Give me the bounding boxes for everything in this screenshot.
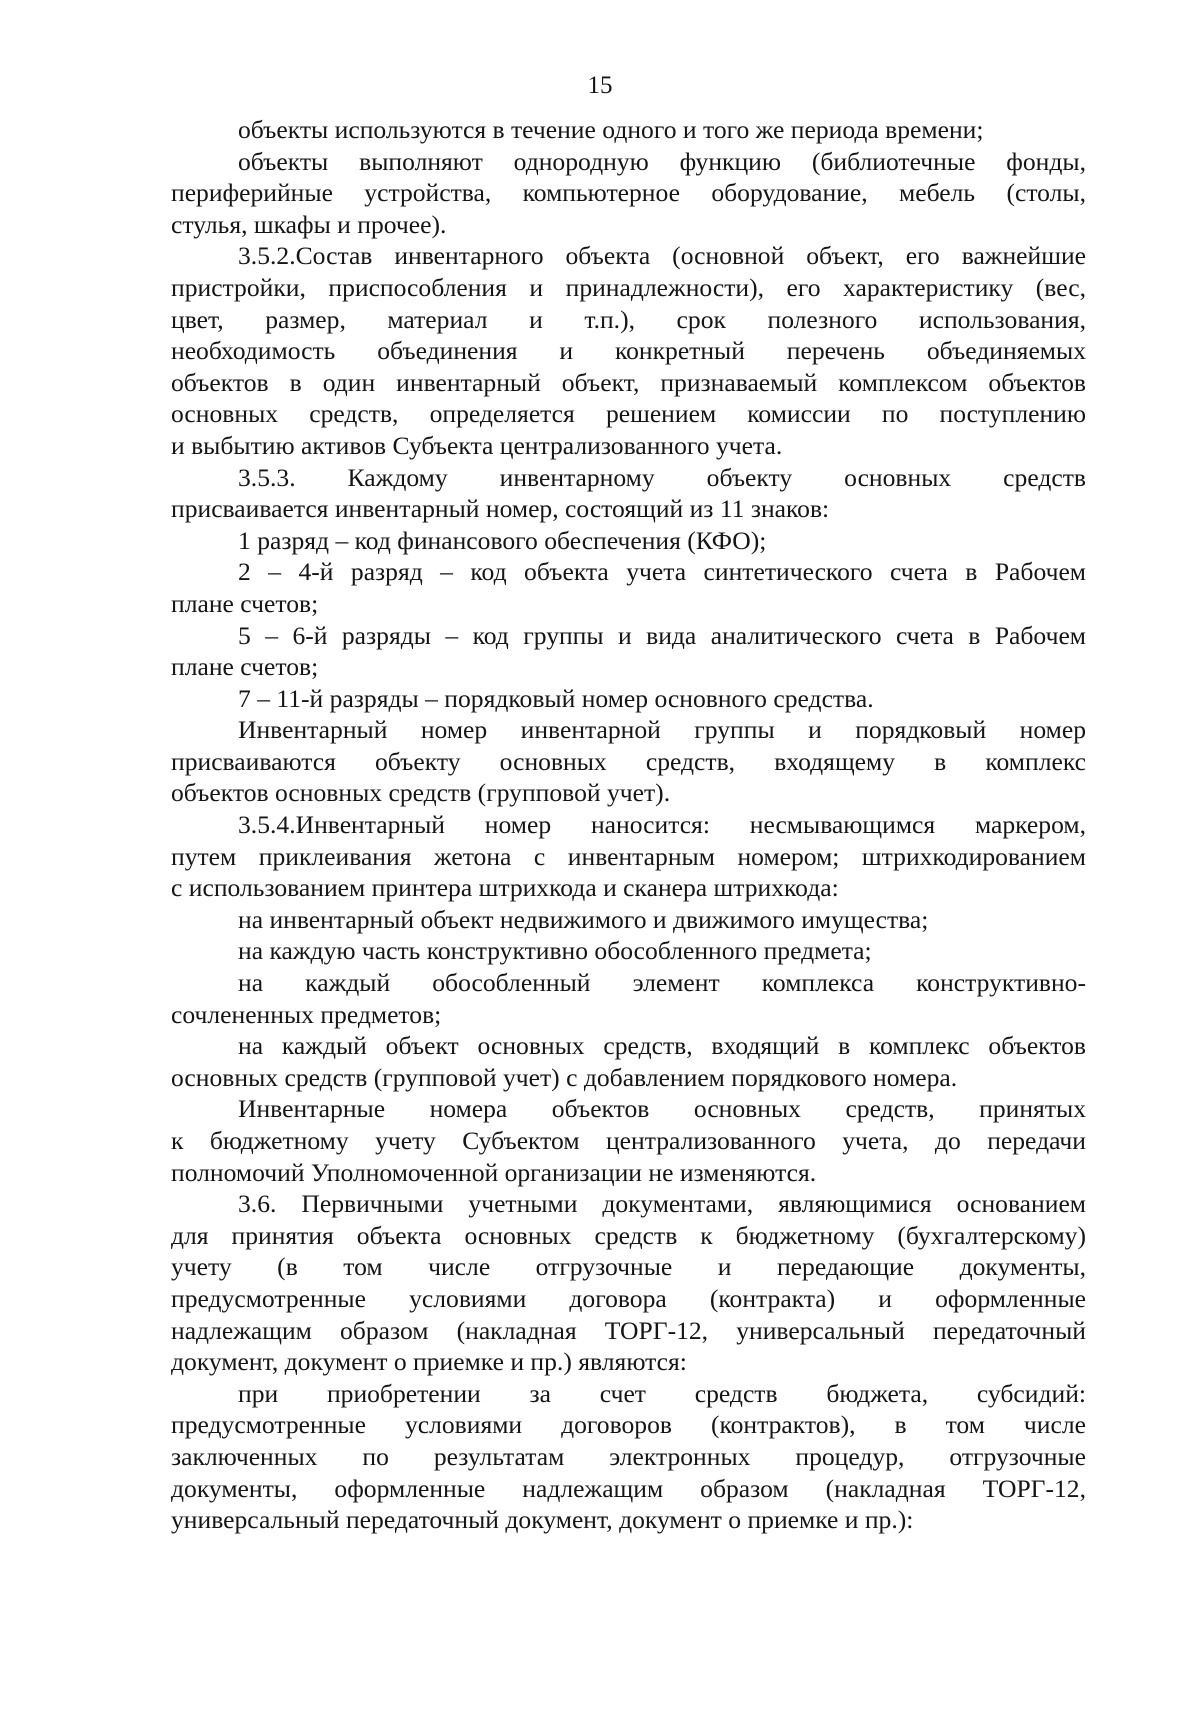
paragraph: [171, 809, 1086, 904]
text-line: объектов в один инвентарный объект, признаваемый комплексом объектов: [171, 367, 1086, 397]
text-line: на каждую часть конструктивно обособленного предмета;: [238, 936, 872, 966]
text-line: предусмотренные условиями договоров (контрактов), в том числе: [171, 1410, 1086, 1440]
paragraph: [171, 462, 1086, 525]
text-line: 2 – 4-й разряд – код объекта учета синтетического счета в Рабочем: [238, 557, 1086, 587]
text-line: надлежащим образом (накладная ТОРГ-12, универсальный передаточный: [171, 1315, 1086, 1345]
text-line: и выбытию активов Субъекта централизованного учета.: [171, 430, 783, 460]
text-line: 7 – 11-й разряды – порядковый номер основного средства.: [238, 683, 874, 713]
paragraph: [171, 1188, 1086, 1378]
text-line: 1 разряд – код финансового обеспечения (КФО);: [238, 525, 767, 555]
text-line: на инвентарный объект недвижимого и движимого имущества;: [238, 904, 929, 934]
text-line: 3.5.2.Состав инвентарного объекта (основной объект, его важнейшие: [238, 241, 1086, 271]
paragraph: [171, 525, 1086, 557]
text-line: плане счетов;: [171, 588, 319, 618]
text-line: документы, оформленные надлежащим образом (накладная ТОРГ-12,: [171, 1473, 1086, 1503]
text-line: объектов основных средств (групповой учет).: [171, 778, 671, 808]
paragraph: [171, 1093, 1086, 1188]
text-line: пристройки, приспособления и принадлежности), его характеристику (вес,: [171, 272, 1086, 302]
document-body: [171, 114, 1086, 1536]
text-line: 5 – 6-й разряды – код группы и вида аналитического счета в Рабочем: [238, 620, 1086, 650]
text-line: присваивается инвентарный номер, состоящий из 11 знаков:: [171, 494, 830, 524]
text-line: универсальный передаточный документ, документ о приемке и пр.):: [171, 1505, 914, 1535]
paragraph: [171, 240, 1086, 461]
paragraph: [171, 967, 1086, 1030]
paragraph: [171, 114, 1086, 146]
paragraph: [171, 904, 1086, 936]
text-line: сочлененных предметов;: [171, 999, 442, 1029]
text-line: Инвентарный номер инвентарной группы и порядковый номер: [238, 715, 1086, 745]
paragraph: [171, 146, 1086, 241]
text-line: стулья, шкафы и прочее).: [171, 209, 447, 239]
text-line: Инвентарные номера объектов основных средств, принятых: [238, 1094, 1086, 1124]
text-line: присваиваются объекту основных средств, входящему в комплекс: [171, 746, 1086, 776]
paragraph: [171, 714, 1086, 809]
text-line: на каждый обособленный элемент комплекса конструктивно-: [238, 968, 1086, 998]
text-line: на каждый объект основных средств, входящий в комплекс объектов: [238, 1031, 1086, 1061]
text-line: для принятия объекта основных средств к бюджетному (бухгалтерскому): [171, 1220, 1086, 1250]
text-line: 3.5.3. Каждому инвентарному объекту основных средств: [238, 462, 1086, 492]
text-line: 3.5.4.Инвентарный номер наносится: несмывающимся маркером,: [238, 810, 1086, 840]
paragraph: [171, 1378, 1086, 1536]
text-line: заключенных по результатам электронных процедур, отгрузочные: [171, 1441, 1086, 1471]
paragraph: [171, 556, 1086, 619]
text-line: плане счетов;: [171, 652, 319, 682]
text-line: 3.6. Первичными учетными документами, являющимися основанием: [238, 1189, 1086, 1219]
text-line: к бюджетному учету Субъектом централизованного учета, до передачи: [171, 1126, 1086, 1155]
text-line: документ, документ о приемке и пр.) являются:: [171, 1347, 687, 1377]
paragraph: [171, 683, 1086, 715]
text-line: необходимость объединения и конкретный перечень объединяемых: [171, 336, 1086, 366]
text-line: при приобретении за счет средств бюджета, субсидий:: [238, 1378, 1086, 1408]
page-number: 15: [587, 72, 613, 99]
paragraph: [171, 935, 1086, 967]
text-line: с использованием принтера штрихкода и сканера штрихкода:: [171, 873, 839, 903]
text-line: предусмотренные условиями договора (контракта) и оформленные: [171, 1283, 1086, 1313]
text-line: основных средств (групповой учет) с добавлением порядкового номера.: [171, 1062, 958, 1092]
text-line: основных средств, определяется решением комиссии по поступлению: [171, 399, 1086, 429]
paragraph: [171, 1030, 1086, 1093]
text-line: путем приклеивания жетона с инвентарным номером; штрихкодированием: [171, 841, 1086, 871]
text-line: объекты выполняют однородную функцию (библиотечные фонды,: [238, 146, 1086, 176]
text-line: учету (в том числе отгрузочные и передающие документы,: [171, 1252, 1086, 1282]
text-line: периферийные устройства, компьютерное оборудование, мебель (столы,: [171, 178, 1086, 208]
text-line: полномочий Уполномоченной организации не изменяются.: [171, 1157, 817, 1187]
text-line: объекты используются в течение одного и того же периода времени;: [238, 115, 984, 144]
text-line: цвет, размер, материал и т.п.), срок полезного использования,: [171, 304, 1086, 334]
paragraph: [171, 620, 1086, 683]
